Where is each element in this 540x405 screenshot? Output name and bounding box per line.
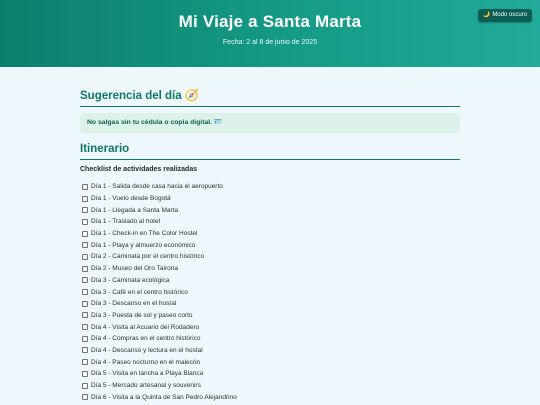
- checklist-item[interactable]: [82, 275, 462, 287]
- checklist-item[interactable]: [82, 228, 462, 240]
- page-header: [0, 0, 540, 67]
- checklist-item[interactable]: [82, 216, 462, 228]
- checkbox[interactable]: [82, 371, 88, 377]
- checkbox[interactable]: [82, 277, 88, 283]
- checklist-item-label: Día 1 - Llegada a Santa Marta: [91, 206, 179, 214]
- suggestion-tip: No salgas sin tu cédula o copia digital. 🪪: [80, 113, 460, 133]
- checklist-item-label: Día 5 - Mercado artesanal y souvenirs: [91, 382, 201, 390]
- checklist-item-label: Día 4 - Paseo nocturno en el malecón: [91, 358, 201, 366]
- checkbox[interactable]: [82, 266, 88, 272]
- page-title: Mi Viaje a Santa Marta: [178, 12, 362, 31]
- checkbox[interactable]: [82, 184, 88, 190]
- checkbox[interactable]: [82, 383, 88, 389]
- checklist-item-label: Día 2 - Museo del Oro Tairona: [91, 265, 178, 273]
- dark-mode-button[interactable]: [478, 9, 532, 22]
- checklist-item[interactable]: [82, 286, 462, 298]
- checkbox[interactable]: [82, 219, 88, 225]
- checklist-item[interactable]: [82, 251, 462, 263]
- checklist-item[interactable]: [82, 380, 462, 392]
- checkbox[interactable]: [82, 394, 88, 400]
- trip-dates: Fecha: 2 al 8 de junio de 2025: [222, 39, 318, 46]
- checklist-item-label: Día 1 - Salida desde casa hacia el aeropuerto: [91, 183, 223, 191]
- checklist-item-label: Día 4 - Visita al Acuario del Rodadero: [91, 323, 200, 331]
- checkbox[interactable]: [82, 359, 88, 365]
- checklist-item-label: Día 4 - Compras en el centro histórico: [91, 335, 201, 343]
- checkbox[interactable]: [82, 301, 88, 307]
- checklist-item-label: Día 6 - Visita a la Quinta de San Pedro Alejandrino: [91, 393, 237, 401]
- checklist-item-label: Día 3 - Caminata ecológica: [91, 276, 170, 284]
- checklist-item[interactable]: [82, 239, 462, 251]
- checklist-item[interactable]: [82, 356, 462, 368]
- suggestion-title: Sugerencia del día 🧭: [80, 88, 460, 107]
- checklist-item-label: Día 3 - Puesta de sol y paseo corto: [91, 311, 193, 319]
- checklist-item[interactable]: [82, 193, 462, 205]
- checklist-item[interactable]: [82, 204, 462, 216]
- checklist-item[interactable]: [82, 263, 462, 275]
- checklist-item-label: Día 1 - Traslado al hotel: [91, 218, 161, 226]
- checklist-item-label: Día 2 - Caminata por el centro histórico: [91, 253, 205, 261]
- checkbox[interactable]: [82, 231, 88, 237]
- checklist-item-label: Día 1 - Playa y almuerzo económico: [91, 241, 196, 249]
- checklist-item[interactable]: [82, 391, 462, 403]
- checklist-item[interactable]: [82, 368, 462, 380]
- moon-icon: 🌙: [482, 12, 491, 18]
- checklist-item-label: Día 3 - Café en el centro histórico: [91, 288, 188, 296]
- dark-mode-label: Modo oscuro: [492, 12, 527, 18]
- checkbox[interactable]: [82, 289, 88, 295]
- checkbox[interactable]: [82, 242, 88, 248]
- checklist-item-label: Día 1 - Vuelo desde Bogotá: [91, 195, 171, 203]
- checklist-item-label: Día 5 - Visita en lancha a Playa Blanca: [91, 370, 204, 378]
- checklist-item-label: Día 4 - Descanso y lectura en el hostal: [91, 346, 203, 354]
- checklist-item-label: Día 1 - Check-in en The Color Hostel: [91, 230, 198, 238]
- checkbox[interactable]: [82, 312, 88, 318]
- checkbox[interactable]: [82, 207, 88, 213]
- checkbox[interactable]: [82, 196, 88, 202]
- checklist-item[interactable]: [82, 333, 462, 345]
- checklist-item[interactable]: [82, 345, 462, 357]
- checklist-item[interactable]: [82, 321, 462, 333]
- checklist-item[interactable]: [82, 298, 462, 310]
- checklist-item[interactable]: [82, 181, 462, 193]
- checkbox[interactable]: [82, 324, 88, 330]
- checkbox[interactable]: [82, 254, 88, 260]
- checklist-item-label: Día 3 - Descanso en el hostal: [91, 300, 177, 308]
- itinerary-title: Itinerario: [80, 143, 460, 160]
- checklist-title: Checklist de actividades realizadas: [80, 166, 198, 173]
- checkbox[interactable]: [82, 336, 88, 342]
- checkbox[interactable]: [82, 347, 88, 353]
- activity-checklist: [82, 181, 462, 403]
- checklist-item[interactable]: [82, 310, 462, 322]
